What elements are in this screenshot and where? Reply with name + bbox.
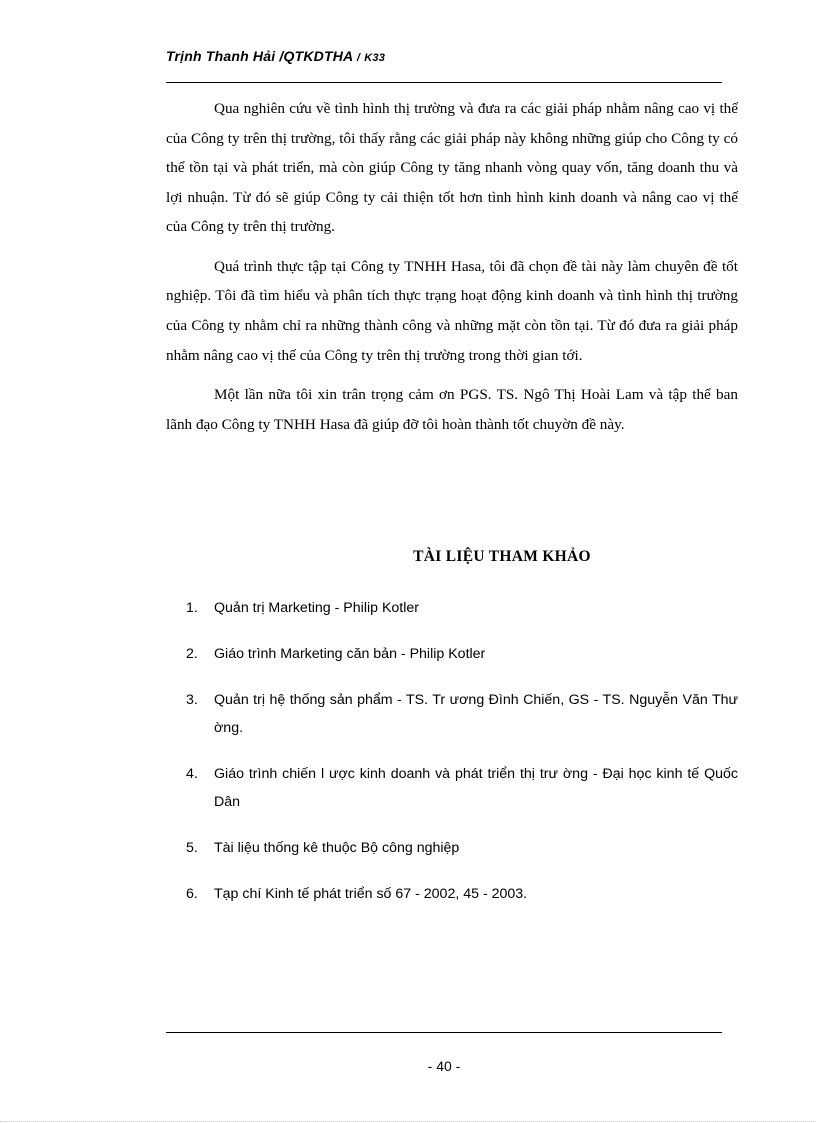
reference-number: 1. [186, 600, 198, 616]
reference-item [186, 594, 738, 622]
reference-text: Tạp chí Kinh tế phát triển số 67 - 2002, 45 - 2003. [214, 886, 528, 902]
reference-number: 3. [186, 692, 198, 708]
reference-text: Quản trị Marketing - Philip Kotler [214, 600, 420, 616]
header-separator: / [279, 48, 284, 64]
body-text [166, 94, 738, 449]
reference-item [186, 834, 738, 862]
header-rule [166, 82, 722, 83]
page-edge [0, 1121, 816, 1122]
header-author: Trịnh Thanh Hải [166, 48, 276, 64]
paragraph: Một lần nữa tôi xin trân trọng cảm ơn PGS. TS. Ngô Thị Hoài Lam và tập thể ban lãnh đạo Công ty TNHH Hasa đã giúp đỡ tôi hoàn thành tốt chuyờn đề này. [166, 385, 738, 433]
header-program: QTKDTHA [283, 48, 353, 64]
references-title: TÀI LIỆU THAM KHẢO [413, 548, 591, 565]
reference-item [186, 640, 738, 668]
reference-text: Giáo trình chiến l ược kinh doanh và phát triển thị trư ờng - Đại học kinh tế Quốc Dân [214, 766, 738, 810]
header-separator: / [356, 52, 361, 64]
references-list [186, 594, 738, 926]
footer-rule [166, 1032, 722, 1033]
reference-text: Tài liệu thống kê thuộc Bộ công nghiệp [214, 840, 460, 856]
reference-number: 6. [186, 886, 198, 902]
page-number: - 40 - [427, 1058, 461, 1074]
running-header [166, 48, 722, 70]
paragraph: Qua nghiên cứu về tình hình thị trường và đưa ra các giải pháp nhằm nâng cao vị thế của Công ty trên thị trường, tôi thấy rằng các giải pháp này không những giúp cho Công ty có thể tồn tại và phát triển, mà còn giúp Công ty tăng nhanh vòng quay vốn, tăng doanh thu và lợi nhuận. Từ đó sẽ giúp Công ty cải thiện tốt hơn tình hình kinh doanh và nâng cao vị thế của Công ty trên thị trường. [166, 100, 738, 236]
reference-number: 4. [186, 766, 198, 782]
reference-text: Giáo trình Marketing căn bản - Philip Kotler [214, 646, 486, 662]
reference-number: 2. [186, 646, 198, 662]
reference-item [186, 760, 738, 816]
reference-number: 5. [186, 840, 198, 856]
header-cohort: K33 [364, 52, 386, 64]
reference-item [186, 880, 738, 908]
reference-text: Quản trị hệ thống sản phẩm - TS. Tr ương Đình Chiến, GS - TS. Nguyễn Văn Thư ờng. [214, 692, 738, 736]
reference-item [186, 686, 738, 742]
paragraph: Quá trình thực tập tại Công ty TNHH Hasa, tôi đã chọn đề tài này làm chuyên đề tốt nghiệp. Tôi đã tìm hiểu và phân tích thực trạng hoạt động kinh doanh và tình hình thị trường của Công ty nhằm chỉ ra những thành công và những mặt còn tồn tại. Từ đó đưa ra giải pháp nhằm nâng cao vị thế của Công ty trên thị trường trong thời gian tới. [166, 257, 738, 364]
